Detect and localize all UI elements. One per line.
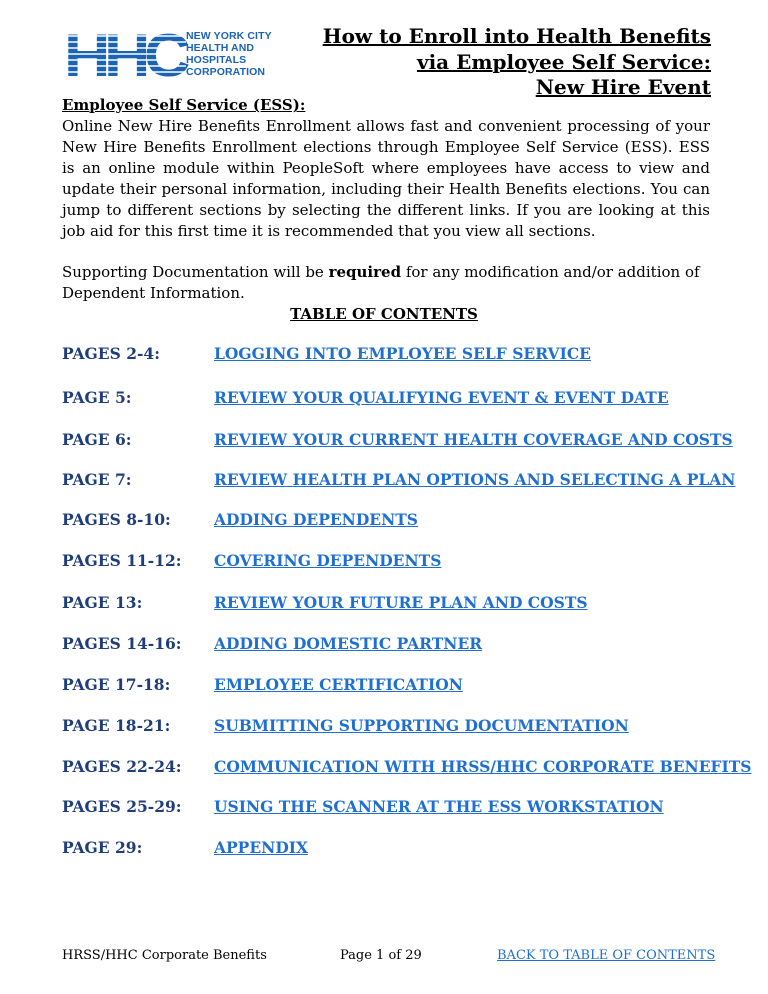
logo-text: [186, 30, 272, 78]
toc-pages: PAGE 7:: [62, 470, 132, 489]
toc-row: [62, 344, 742, 366]
toc-row: [62, 634, 742, 656]
toc-pages: PAGE 18-21:: [62, 716, 171, 735]
toc-link[interactable]: ADDING DEPENDENTS: [214, 510, 419, 529]
toc-link[interactable]: USING THE SCANNER AT THE ESS WORKSTATION: [214, 797, 664, 816]
toc-row: [62, 757, 752, 779]
logo-line: HOSPITALS: [186, 54, 247, 66]
toc-pages: PAGES 22-24:: [62, 757, 182, 776]
toc-pages: PAGE 13:: [62, 593, 143, 612]
logo-line: CORPORATION: [186, 66, 266, 78]
toc-row: [62, 430, 742, 452]
toc-row: [62, 675, 742, 697]
back-to-toc-link[interactable]: BACK TO TABLE OF CONTENTS: [497, 948, 716, 963]
toc-row: [62, 797, 742, 819]
toc-link[interactable]: COMMUNICATION WITH HRSS/HHC CORPORATE BENEFITS: [214, 757, 752, 776]
toc-link[interactable]: ADDING DOMESTIC PARTNER: [214, 634, 483, 653]
toc-row: [62, 593, 742, 615]
toc-pages: PAGE 29:: [62, 838, 143, 857]
toc-pages: PAGE 17-18:: [62, 675, 171, 694]
title-line: via Employee Self Service:: [416, 49, 711, 74]
toc-row: [62, 838, 742, 860]
supporting-doc-note: [62, 262, 712, 304]
footer-org: HRSS/HHC Corporate Benefits: [62, 948, 267, 963]
toc-link[interactable]: REVIEW HEALTH PLAN OPTIONS AND SELECTING A PLAN: [214, 470, 736, 489]
document-title: [323, 24, 711, 101]
support-text-before: Supporting Documentation will be: [62, 263, 329, 281]
toc-link[interactable]: APPENDIX: [214, 838, 309, 857]
toc-row: [62, 510, 742, 532]
toc-link[interactable]: REVIEW YOUR CURRENT HEALTH COVERAGE AND COSTS: [214, 430, 733, 449]
support-required: required: [328, 263, 402, 281]
footer-page-number: Page 1 of 29: [340, 948, 422, 963]
toc-pages: PAGES 25-29:: [62, 797, 182, 816]
toc-pages: PAGE 6:: [62, 430, 132, 449]
toc-pages: PAGES 2-4:: [62, 344, 160, 363]
toc-pages: PAGE 5:: [62, 388, 132, 407]
logo-line: NEW YORK CITY: [186, 30, 272, 42]
title-line: How to Enroll into Health Benefits: [322, 24, 711, 48]
ess-heading: Employee Self Service (ESS):: [62, 96, 306, 114]
toc-link[interactable]: SUBMITTING SUPPORTING DOCUMENTATION: [214, 716, 629, 735]
title-line: New Hire Event: [535, 75, 711, 99]
toc-link[interactable]: LOGGING INTO EMPLOYEE SELF SERVICE: [214, 344, 591, 363]
toc-pages: PAGES 8-10:: [62, 510, 171, 529]
intro-paragraph: Online New Hire Benefits Enrollment allows fast and convenient processing of your New Hire Benefits Enrollment elections through Employee Self Service (ESS). ESS is an online module within PeopleSoft where employees have access to view and update their personal information, including their Health Benefits elections. You can jump to different sections by selecting the different links. If you are looking at this job aid for this first time it is recommended that you view all sections.: [62, 117, 710, 240]
toc-link[interactable]: EMPLOYEE CERTIFICATION: [214, 675, 463, 694]
page-footer: [0, 948, 768, 972]
toc-row: [62, 388, 742, 410]
toc-link[interactable]: REVIEW YOUR QUALIFYING EVENT & EVENT DATE: [214, 388, 669, 407]
toc-heading: TABLE OF CONTENTS: [290, 305, 478, 323]
support-text-after: for any modification and/or addition of Dependent Information.: [62, 263, 700, 302]
logo-letters: HHC: [64, 24, 189, 86]
logo-line: HEALTH AND: [186, 42, 255, 54]
toc-link[interactable]: REVIEW YOUR FUTURE PLAN AND COSTS: [214, 593, 588, 612]
toc-link[interactable]: COVERING DEPENDENTS: [214, 551, 442, 570]
toc-row: [62, 716, 742, 738]
toc-pages: PAGES 14-16:: [62, 634, 182, 653]
toc-pages: PAGES 11-12:: [62, 551, 182, 570]
toc-row: [62, 470, 742, 492]
toc-row: [62, 551, 742, 573]
